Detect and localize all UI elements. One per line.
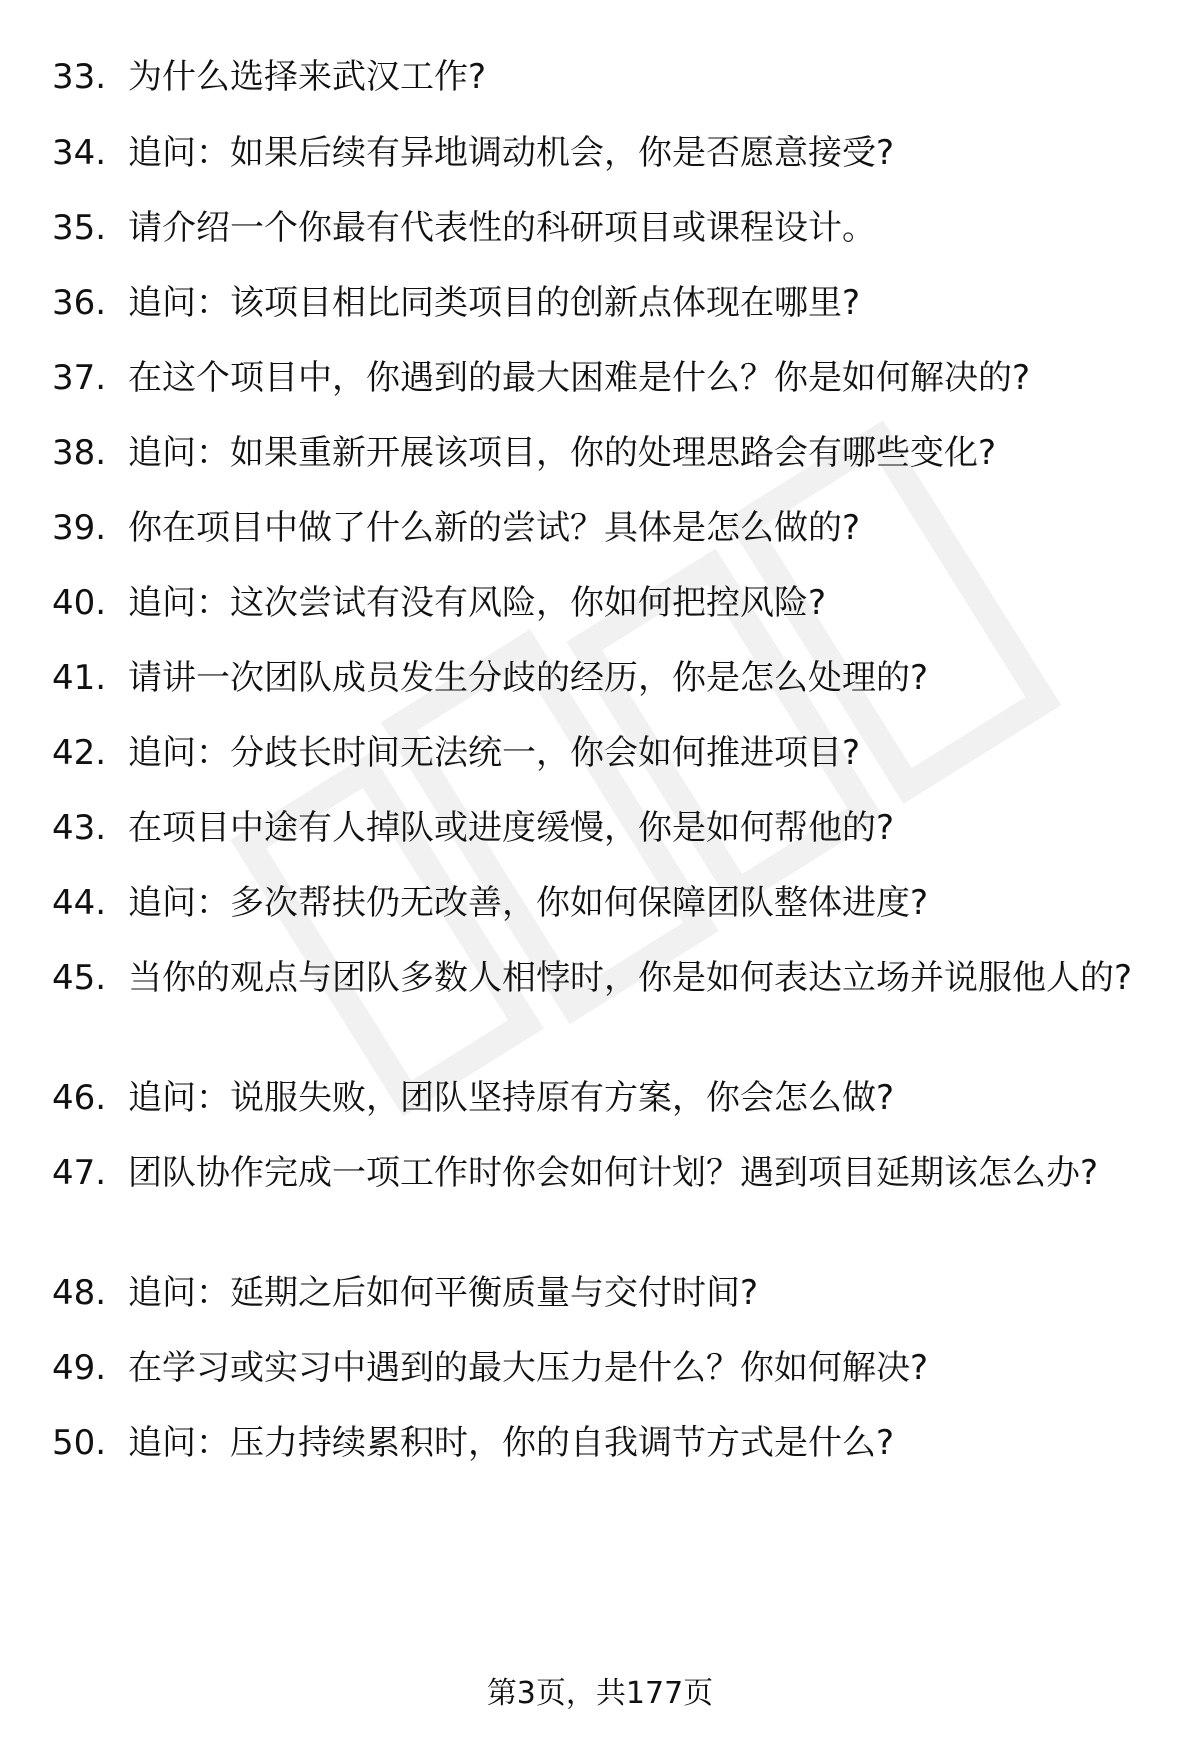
item-text: 追问：延期之后如何平衡质量与交付时间? — [128, 1273, 759, 1313]
item-number: 37. — [52, 358, 107, 398]
item-text: 追问：分歧长时间无法统一，你会如何推进项目? — [128, 733, 861, 773]
item-number: 47. — [52, 1153, 107, 1193]
item-text: 追问：如果后续有异地调动机会，你是否愿意接受? — [128, 133, 895, 173]
page-footer: 第3页，共177页 — [486, 1676, 714, 1711]
item-number: 45. — [52, 958, 107, 998]
item-text: 追问：这次尝试有没有风险，你如何把控风险? — [128, 583, 827, 623]
item-text: 追问：说服失败，团队坚持原有方案，你会怎么做? — [128, 1078, 895, 1118]
item-number: 33. — [52, 57, 107, 97]
item-number: 34. — [52, 133, 107, 173]
item-text: 团队协作完成一项工作时你会如何计划？遇到项目延期该怎么办? — [128, 1153, 1099, 1193]
item-number: 43. — [52, 808, 107, 848]
item-text: 你在项目中做了什么新的尝试？具体是怎么做的? — [128, 508, 861, 548]
item-text: 追问：压力持续累积时，你的自我调节方式是什么? — [128, 1423, 895, 1463]
item-number: 40. — [52, 583, 107, 623]
item-text: 在项目中途有人掉队或进度缓慢，你是如何帮他的? — [128, 808, 895, 848]
item-number: 49. — [52, 1348, 107, 1388]
item-number: 35. — [52, 208, 107, 248]
item-text: 为什么选择来武汉工作? — [128, 57, 487, 97]
item-text: 在学习或实习中遇到的最大压力是什么？你如何解决? — [128, 1348, 929, 1388]
item-text: 请介绍一个你最有代表性的科研项目或课程设计。 — [128, 208, 876, 248]
item-number: 50. — [52, 1423, 107, 1463]
item-number: 46. — [52, 1078, 107, 1118]
item-number: 48. — [52, 1273, 107, 1313]
item-text: 追问：如果重新开展该项目，你的处理思路会有哪些变化? — [128, 433, 997, 473]
item-number: 42. — [52, 733, 107, 773]
item-number: 41. — [52, 658, 107, 698]
item-number: 44. — [52, 883, 107, 923]
item-number: 39. — [52, 508, 107, 548]
item-text: 在这个项目中，你遇到的最大困难是什么？你是如何解决的? — [128, 358, 1031, 398]
item-text: 追问：多次帮扶仍无改善，你如何保障团队整体进度? — [128, 883, 929, 923]
item-text: 追问：该项目相比同类项目的创新点体现在哪里? — [128, 283, 861, 323]
item-text: 当你的观点与团队多数人相悖时，你是如何表达立场并说服他人的? — [128, 958, 1133, 998]
item-number: 36. — [52, 283, 107, 323]
item-text: 请讲一次团队成员发生分歧的经历，你是怎么处理的? — [128, 658, 929, 698]
item-number: 38. — [52, 433, 107, 473]
